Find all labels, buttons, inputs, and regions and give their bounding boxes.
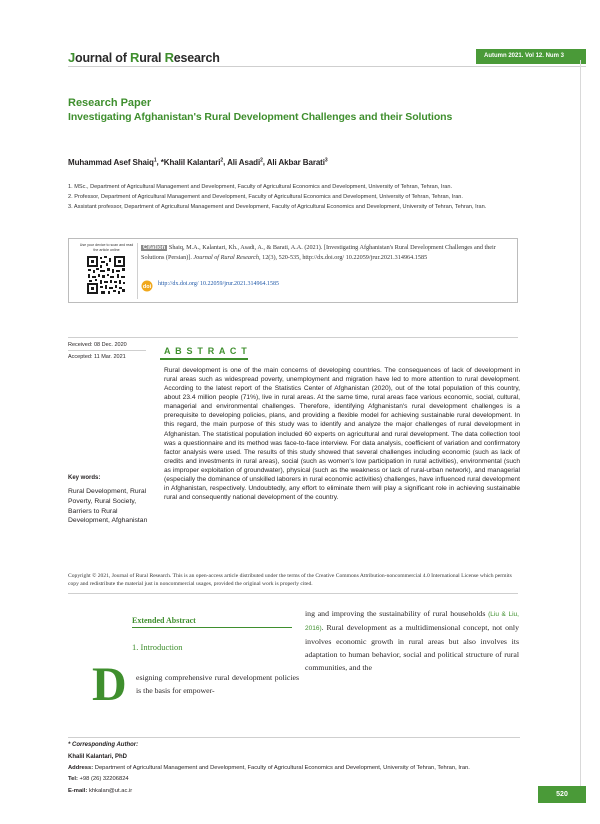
paper-type: Research Paper [68, 97, 152, 109]
issue-badge: Autumn 2021. Vol 12. Num 3 [476, 49, 586, 64]
author-4-affiliation-mark: 3 [324, 157, 328, 163]
introduction-right-column [305, 607, 519, 674]
email-label: E-mail: [68, 788, 88, 794]
intro-right-text-1: ing and improving the sustainability of rural households [305, 609, 489, 618]
address-label: Address: [68, 765, 94, 771]
corresponding-author-heading: * Corresponding Author: [68, 742, 139, 748]
qr-caption: Use your device to scan and read the article online [79, 243, 134, 252]
doi-icon [141, 280, 157, 292]
author-1-name: Muhammad Asef Shaiq [68, 157, 154, 167]
journal-title-part-1: ournal of [75, 51, 130, 65]
accepted-date: Accepted: 11 Mar. 2021 [68, 354, 126, 360]
journal-title-part-2: ural [139, 51, 165, 65]
citation-body-1: Shaiq, M.A., Kalantari, Kh., Asadi, A., & Barati, A.A. (2021). [Investigating Afghanistan's Rural Development Challenges and their Solutions (Persian)]. [141, 244, 496, 261]
corresponding-author-tel [68, 776, 129, 782]
page-number: 520 [538, 786, 586, 803]
abstract-section-divider [68, 337, 518, 338]
keywords-heading: Key words: [68, 475, 101, 481]
abstract-heading: A B S T R A C T [164, 346, 248, 356]
qr-divider [137, 243, 138, 299]
author-4-name: Ali Akbar Barati [266, 157, 325, 167]
author-3-affiliation-mark: 2 [260, 157, 263, 163]
header-divider [68, 66, 586, 67]
affiliation-1: 1. MSc., Department of Agricultural Management and Development, Faculty of Agricultural Economics and Development, University of Tehran, Tehran, Iran. [68, 184, 453, 190]
citation-label: Citation [143, 245, 166, 251]
keywords-text: Rural Development, Rural Poverty, Rural Society, Barriers to Rural Development, Afghanistan [68, 488, 148, 525]
extended-abstract-underline [132, 627, 292, 628]
qr-area [79, 243, 134, 299]
corresponding-author-name: Khalil Kalantari, PhD [68, 754, 128, 760]
received-date: Received: 08 Dec. 2020 [68, 342, 127, 348]
introduction-heading: 1. Introduction [132, 642, 183, 652]
address-value: Department of Agricultural Management and Development, Faculty of Agricultural Economics and Development, University of Tehran, Tehran, Iran. [93, 765, 470, 771]
journal-title-part-3: esearch [173, 51, 220, 65]
doi-link[interactable]: http://dx.doi.org/ 10.22059/jrur.2021.314964.1585 [158, 281, 280, 287]
author-separator: , [262, 157, 267, 167]
author-1 [68, 158, 157, 167]
author-3 [227, 158, 263, 167]
abstract-text: Rural development is one of the main concerns of developing countries. The consequences of lack of development in rural areas such as widespread poverty, unemployment and migration have led to more attention to rural development. According to the latest report of the Statistics Center of Afghanistan (2020), out of the total population of this country, about 23.4 million people (71%), live in rural areas. At the same time, rural areas face various economic, social, cultural, managerial and environmental challenges. Therefore, identifying Afghanistan's rural development challenges is a prerequisite to developing policies, plans, and providing a flexible model for achieving sustainable rural development. In this regard, the main purpose of this study was to identify and analyze the major challenges of rural development in Afghanistan. The statistical population included 60 experts on agricultural and rural development. The data collection tool was a questionnaire and its method was face-to-face interview. For data analysis, coefficient of variation and confirmatory factor analysis were used. The results of this study showed that several challenges including economic (such as lack of credits and investments in rural areas), social (such as women's low participation in rural activities), environmental (such as improper exploitation of groundwater), physical (such as the weakness or lack of rural-urban network), and managerial (especially the dominance of unskilled laborers in rural economic activities) challenges, have influenced rural development in Afghanistan, respectively. Undoubtedly, any effort to eliminate them will play a significant role in achieving sustainable rural and consequently national development of the country. [164, 367, 520, 502]
journal-title-initial-j: J [68, 50, 76, 65]
corresponding-mark: * [160, 157, 164, 167]
author-2-name: Khalil Kalantari [163, 157, 221, 167]
extended-abstract-heading: Extended Abstract [132, 616, 196, 625]
inline-citation[interactable]: (Liu & Liu, 2016) [305, 611, 519, 632]
dates-divider [68, 350, 146, 351]
doi-row [141, 280, 511, 292]
author-2 [161, 158, 223, 167]
author-separator: , [156, 157, 161, 167]
author-separator: , [223, 157, 228, 167]
corresponding-author-email [68, 788, 132, 794]
intro-right-text-2: . Rural development as a multidimensional concept, not only involves economic growth in rural areas but also involves its adaptation to human behavior, social and political structure of rural communities, and the [305, 623, 519, 672]
journal-title-initial-r2: R [164, 50, 174, 65]
drop-cap-letter: D [92, 658, 127, 711]
author-list [68, 157, 328, 167]
introduction-left-column: esigning comprehensive rural development policies is the basis for empower- [136, 673, 299, 695]
copyright-notice: Copyright © 2021, Journal of Rural Research. This is an open-access article distributed under the terms of the Creative Commons Attribution-noncommercial 4.0 International License which permits copy and redistribute the material just in noncommercial usages, provided the original work is properly cited. [68, 573, 512, 587]
author-4 [267, 158, 328, 167]
email-value[interactable]: khkalan@ut.ac.ir [87, 788, 133, 794]
corresponding-author-divider [68, 737, 520, 738]
qr-code-icon[interactable] [86, 255, 126, 295]
copyright-divider [68, 593, 518, 594]
journal-title-initial-r1: R [129, 50, 140, 65]
corresponding-author-address [68, 765, 470, 771]
abstract-heading-underline [160, 358, 248, 360]
author-2-affiliation-mark: 2 [220, 157, 224, 163]
citation-body-2: , 12(3), 520-535, http://dx.doi.org/ 10.22059/jrur.2021.314964.1585 [259, 254, 428, 261]
author-1-affiliation-mark: 1 [153, 157, 157, 163]
affiliation-3: 3. Assistant professor, Department of Agricultural Management and Development, Faculty of Agricultural Economics and Development, University of Tehran, Tehran, Iran. [68, 204, 487, 210]
citation-text [141, 243, 513, 263]
journal-title [68, 50, 220, 65]
affiliation-2: 2. Professor, Department of Agricultural Management and Development, Faculty of Agricultural Economics and Development, University of Tehran, Tehran, Iran. [68, 194, 463, 200]
author-3-name: Ali Asadi [227, 157, 261, 167]
tel-label: Tel: [68, 776, 78, 782]
right-margin-divider [580, 60, 581, 790]
paper-title: Investigating Afghanistan's Rural Development Challenges and their Solutions [68, 111, 453, 123]
doi-icon-label: doi [142, 284, 152, 291]
citation-journal: Journal of Rural Research [193, 254, 260, 261]
tel-value: +98 (26) 32206824 [77, 776, 129, 782]
citation-box [68, 238, 518, 303]
